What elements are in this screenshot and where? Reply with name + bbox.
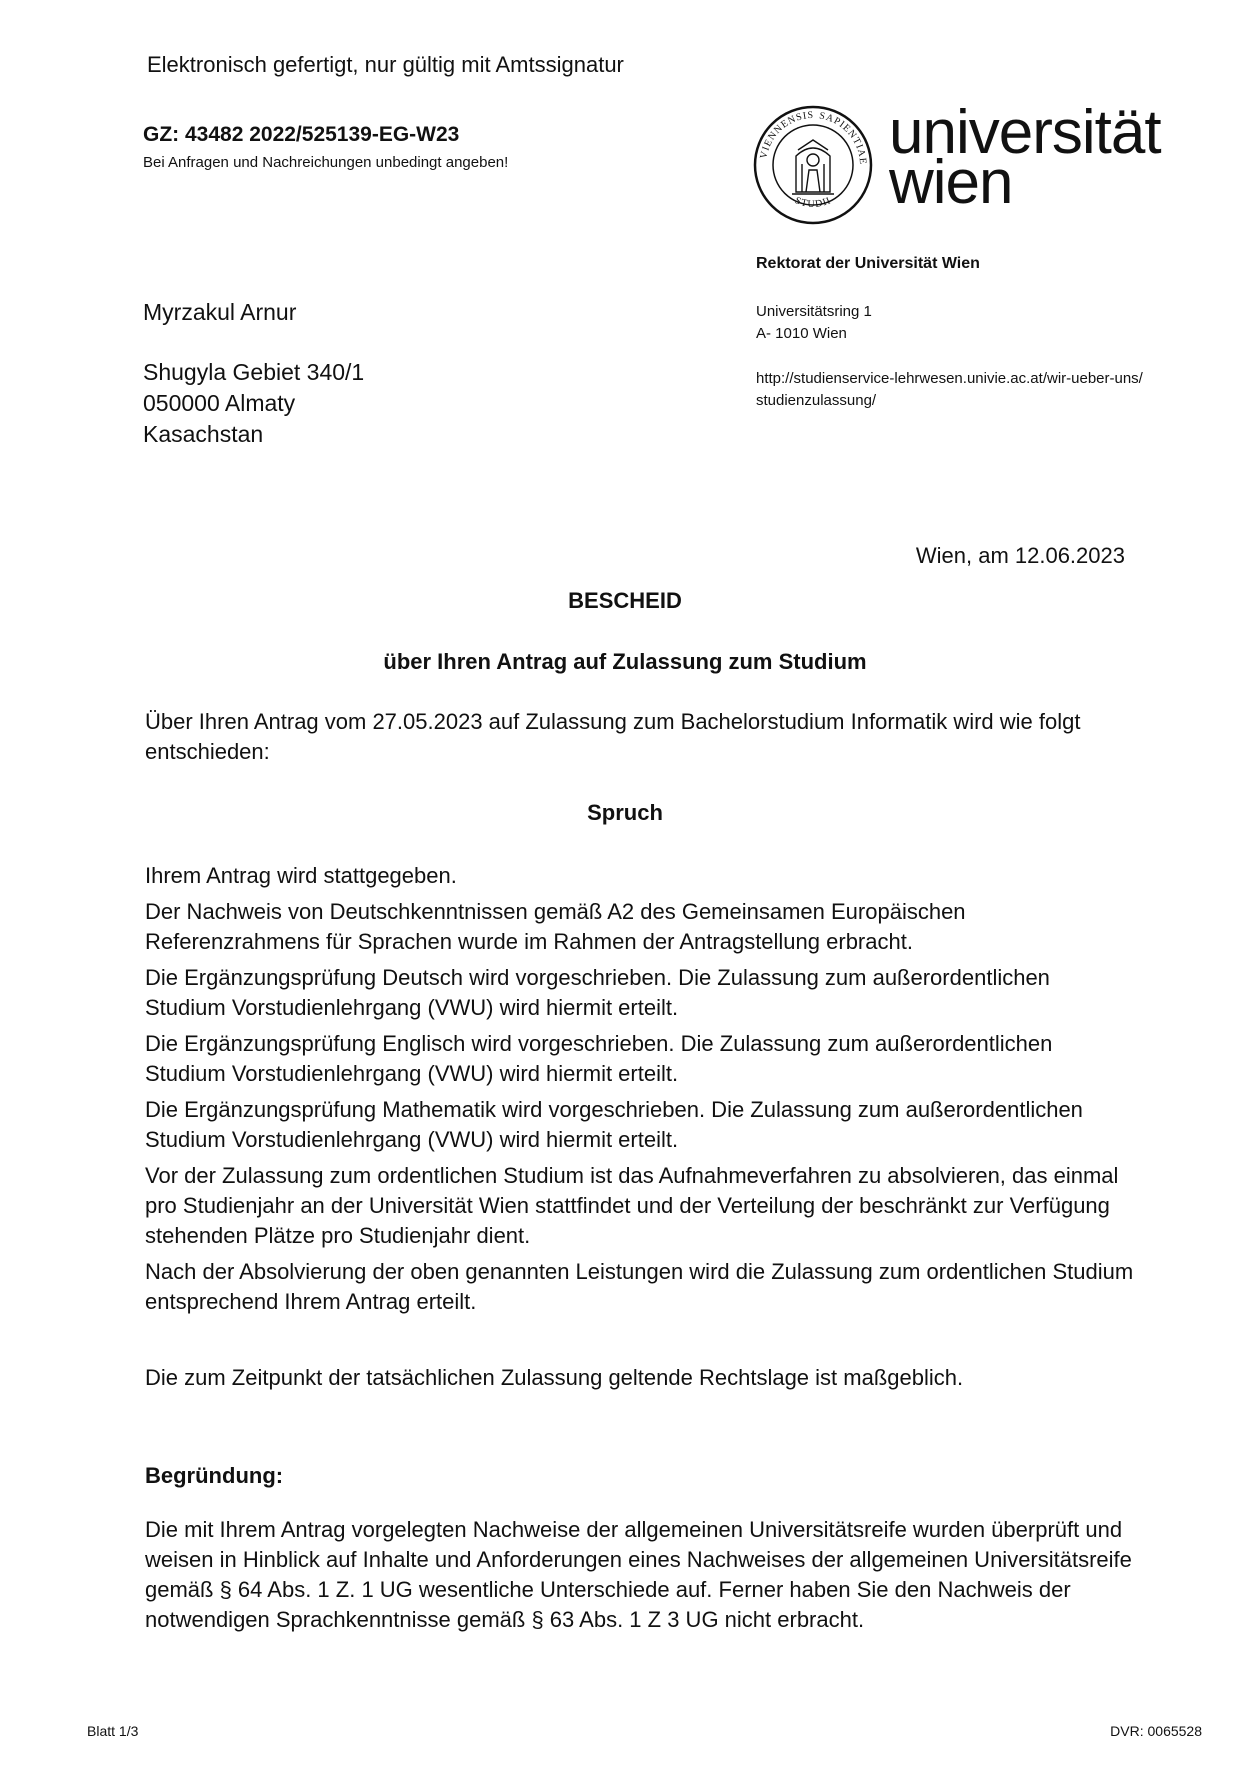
spruch-paragraph: Nach der Absolvierung der oben genannten Leistungen wird die Zulassung zum ordentlichen Studium entsprechend Ihrem Antrag erteilt. (145, 1259, 1134, 1314)
spruch-paragraph: Vor der Zulassung zum ordentlichen Studium ist das Aufnahmeverfahren zu absolvieren, das einmal pro Studienjahr an der Universität Wien stattfindet und der Verteilung der beschränkt zur Verfügung stehenden Plätze pro Studienjahr dient. (145, 1163, 1119, 1248)
sender-street: Universitätsring 1 (756, 303, 872, 320)
recipient-country: Kasachstan (143, 421, 264, 447)
document-title: BESCHEID (568, 588, 682, 613)
sender-office: Rektorat der Universität Wien (756, 255, 980, 272)
legal-note: Die zum Zeitpunkt der tatsächlichen Zulassung geltende Rechtslage ist maßgeblich. (145, 1365, 964, 1390)
begruendung-heading: Begründung: (145, 1463, 284, 1488)
seal-bottom-text: STUDII (793, 195, 834, 211)
sender-url-line-1[interactable]: http://studienservice-lehrwesen.univie.ac.at/wir-ueber-uns/ (756, 370, 1143, 387)
university-wordmark (889, 98, 1161, 217)
recipient-address (143, 357, 364, 450)
document-subtitle: über Ihren Antrag auf Zulassung zum Studium (383, 649, 867, 674)
spruch-paragraph: Die Ergänzungsprüfung Englisch wird vorgeschrieben. Die Zulassung zum außerordentlichen Studium Vorstudienlehrgang (VWU) wird hiermit erteilt. (145, 1031, 1053, 1086)
signature-notice: Elektronisch gefertigt, nur gültig mit Amtssignatur (147, 52, 624, 77)
sender-city: A- 1010 Wien (756, 325, 847, 342)
sender-url-line-2[interactable]: studienzulassung/ (756, 392, 877, 409)
seal-top-text: SAPIENTIAE (818, 110, 869, 166)
reference-note: Bei Anfragen und Nachreichungen unbedingt angeben! (143, 154, 509, 171)
wordmark-line-1: universität (889, 98, 1161, 167)
page-number: Blatt 1/3 (87, 1723, 139, 1739)
spruch-paragraph: Ihrem Antrag wird stattgegeben. (145, 863, 457, 888)
recipient-street: Shugyla Gebiet 340/1 (143, 359, 365, 385)
recipient-city: 050000 Almaty (143, 390, 296, 416)
document-date: Wien, am 12.06.2023 (915, 543, 1125, 568)
wordmark-line-2: wien (889, 148, 1013, 217)
spruch-paragraph: Der Nachweis von Deutschkenntnissen gemäß A2 des Gemeinsamen Europäischen Referenzrahmens für Sprachen wurde im Rahmen der Antragstellung erbracht. (145, 899, 966, 954)
university-seal-icon (752, 104, 874, 226)
svg-text:STUDII (793, 195, 833, 210)
spruch-paragraph: Die Ergänzungsprüfung Deutsch wird vorgeschrieben. Die Zulassung zum außerordentlichen Studium Vorstudienlehrgang (VWU) wird hiermit erteilt. (145, 965, 1050, 1020)
spruch-heading: Spruch (587, 800, 663, 825)
intro-paragraph: Über Ihren Antrag vom 27.05.2023 auf Zulassung zum Bachelorstudium Informatik wird wie folgt entschieden: (145, 709, 1081, 764)
dvr-number: DVR: 0065528 (1110, 1723, 1202, 1739)
recipient-name: Myrzakul Arnur (143, 299, 297, 325)
reference-number: GZ: 43482 2022/525139-EG-W23 (143, 123, 460, 146)
spruch-section (145, 861, 1135, 1323)
sender-url[interactable] (756, 368, 1143, 412)
sender-address (756, 301, 872, 345)
university-logo (752, 98, 1222, 224)
spruch-paragraph: Die Ergänzungsprüfung Mathematik wird vorgeschrieben. Die Zulassung zum außerordentlichen Studium Vorstudienlehrgang (VWU) wird hiermit erteilt. (145, 1097, 1083, 1152)
seal-left-text: VIENNENSIS (758, 109, 815, 160)
begruendung-paragraph: Die mit Ihrem Antrag vorgelegten Nachweise der allgemeinen Universitätsreife wurden überprüft und weisen in Hinblick auf Inhalte und Anforderungen eines Nachweises der allgemeinen Universitätsreife gemäß § 64 Abs. 1 Z. 1 UG wesentliche Unterschiede auf. Ferner haben Sie den Nachweis der notwendigen Sprachkenntnisse gemäß § 63 Abs. 1 Z 3 UG nicht erbracht. (145, 1517, 1132, 1632)
